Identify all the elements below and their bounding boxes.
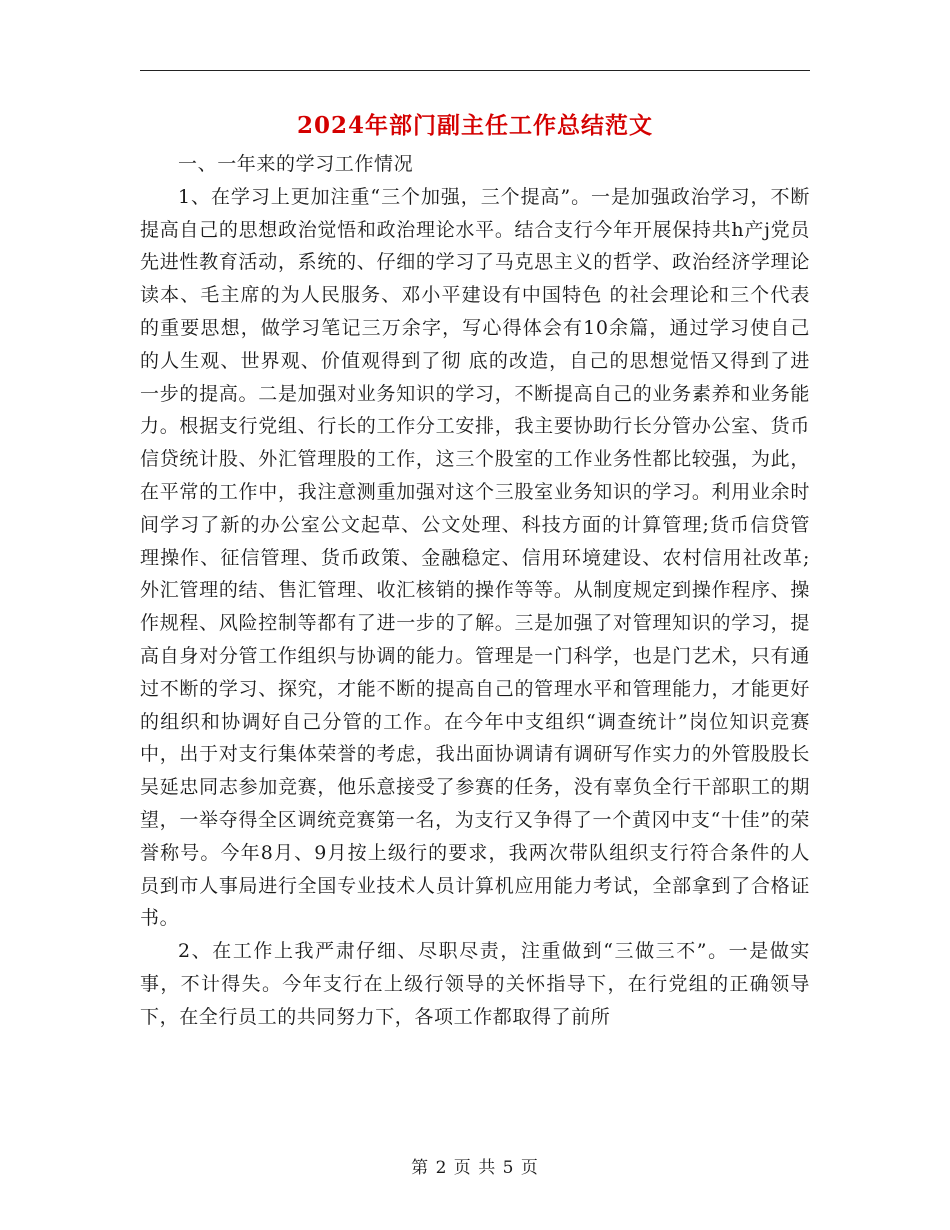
document-body [140,148,810,1034]
page-number: 第 2 页 共 5 页 [411,1158,539,1178]
paragraph-2: 2、在工作上我严肃仔细、尽职尽责，注重做到“三做三不”。一是做实事，不计得失。今年支行在上级行领导的关怀指导下，在行党组的正确领导下，在全行员工的共同努力下，各项工作都取得了前所 [140,940,810,1028]
header-rule [140,70,810,71]
section-heading: 一、一年来的学习工作情况 [178,153,414,175]
paragraph-1: 1、在学习上更加注重“三个加强，三个提高”。一是加强政治学习，不断提高自己的思想政治觉悟和政治理论水平。结合支行今年开展保持共h产j党员先进性教育活动，系统的、仔细的学习了马克思主义的哲学、政治经济学理论读本、毛主席的为人民服务、邓小平建设有中国特色 的社会理论和三个代表的重要思想，做学习笔记三万余字，写心得体会有10余篇，通过学习使自己的人生观、世界观、价值观得到了彻 底的改造，自己的思想觉悟又得到了进一步的提高。二是加强对业务知识的学习，不断提高自己的业务素养和业务能力。根据支行党组、行长的工作分工安排，我主要协助行长分管办公室、货币信贷统计股、外汇管理股的工作，这三个股室的工作业务性都比较强，为此，在平常的工作中，我注意测重加强对这个三股室业务知识的学习。利用业余时间学习了新的办公室公文起草、公文处理、科技方面的计算管理;货币信贷管理操作、征信管理、货币政策、金融稳定、信用环境建设、农村信用社改革;外汇管理的结、售汇管理、收汇核销的操作等等。从制度规定到操作程序、操作规程、风险控制等都有了进一步的了解。三是加强了对管理知识的学习，提高自身对分管工作组织与协调的能力。管理是一门科学，也是门艺术，只有通过不断的学习、探究，才能不断的提高自己的管理水平和管理能力，才能更好的组织和协调好自己分管的工作。在今年中支组织“调查统计”岗位知识竞赛中，出于对支行集体荣誉的考虑，我出面协调请有调研写作实力的外管股股长吴延忠同志参加竞赛，他乐意接受了参赛的任务，没有辜负全行干部职工的期望，一举夺得全区调统竞赛第一名，为支行又争得了一个黄冈中支“十佳”的荣誉称号。今年8月、9月按上级行的要求，我两次带队组织支行符合条件的人员到市人事局进行全国专业技术人员计算机应用能力考试，全部拿到了合格证书。 [140,185,810,930]
document-title: 2024年部门副主任工作总结范文 [296,112,653,139]
